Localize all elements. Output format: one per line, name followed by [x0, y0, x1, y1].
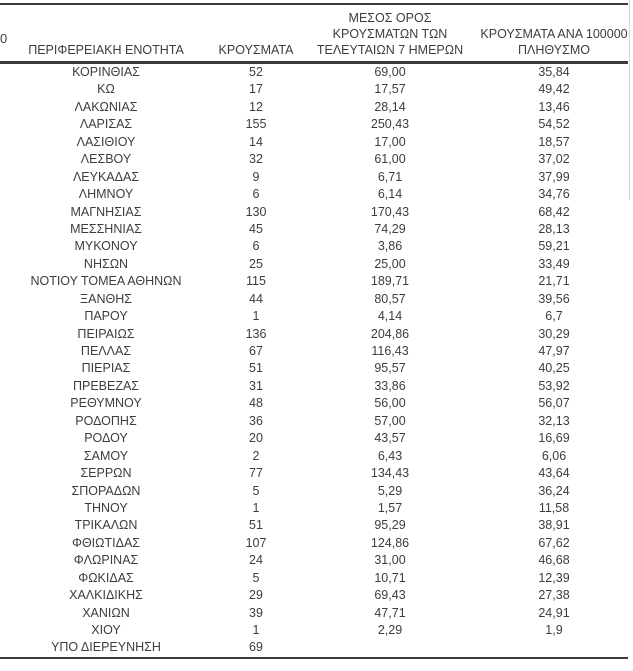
header-label: ΚΡΟΥΣΜΑΤΑ	[218, 43, 294, 57]
region-cell: ΛΗΜΝΟΥ	[78, 187, 134, 202]
stray-clipped-value: 0	[0, 31, 8, 46]
region-cell: ΝΗΣΩΝ	[83, 256, 129, 271]
region-cell: ΦΘΙΩΤΙΔΑΣ	[71, 535, 141, 550]
avg7-cell: 61,00	[374, 152, 406, 167]
region-cell: ΜΕΣΣΗΝΙΑΣ	[70, 221, 142, 236]
region-cell: ΣΠΟΡΑΔΩΝ	[71, 483, 141, 498]
per100k-cell: 6,06	[541, 448, 567, 463]
header-cell-region	[0, 4, 212, 63]
table-body	[0, 63, 628, 658]
region-cell: ΣΕΡΡΩΝ	[80, 466, 132, 481]
header-row	[0, 4, 628, 63]
cases-cell: 12	[249, 99, 263, 114]
table-row	[0, 500, 628, 517]
cases-cell: 45	[249, 221, 263, 236]
avg7-cell: 69,00	[374, 65, 406, 79]
region-cell: ΧΑΛΚΙΔΙΚΗΣ	[69, 588, 143, 603]
header-label-line: ΤΕΛΕΥΤΑΙΩΝ 7 ΗΜΕΡΩΝ	[316, 43, 464, 57]
per100k-cell: 32,13	[538, 413, 570, 428]
header-cell-per100k	[480, 4, 628, 63]
per100k-cell: 54,52	[538, 117, 570, 132]
avg7-cell: 74,29	[374, 221, 406, 236]
cases-cell: 136	[245, 326, 267, 341]
cases-cell: 130	[245, 204, 267, 219]
table-header	[0, 4, 628, 63]
cases-cell: 5	[252, 570, 260, 585]
table-row	[0, 552, 628, 569]
region-cell: ΡΕΘΥΜΝΟΥ	[70, 396, 142, 411]
region-cell: ΠΕΛΛΑΣ	[80, 344, 132, 358]
table-row	[0, 395, 628, 412]
header-label-line: ΜΕΣΟΣ ΟΡΟΣ	[348, 11, 432, 25]
region-cell: ΠΡΕΒΕΖΑΣ	[72, 378, 140, 393]
per100k-cell: 24,91	[538, 605, 570, 620]
avg7-cell: 80,57	[374, 291, 406, 306]
cases-cell: 1	[252, 309, 260, 324]
cases-cell: 36	[249, 413, 263, 428]
region-cell: ΥΠΟ ΔΙΕΡΕΥΝΗΣΗ	[51, 640, 161, 655]
cases-cell: 25	[249, 256, 263, 271]
table-row	[0, 343, 628, 360]
cases-cell: 9	[252, 169, 260, 184]
avg7-cell: 17,57	[374, 82, 406, 97]
table-row	[0, 99, 628, 116]
table-row	[0, 81, 628, 98]
per100k-cell: 43,64	[538, 466, 570, 481]
avg7-cell: 31,00	[374, 553, 406, 568]
per100k-cell: 28,13	[538, 221, 570, 236]
region-cell: ΛΕΥΚΑΔΑΣ	[72, 169, 140, 184]
cases-cell: 67	[249, 344, 263, 358]
table-row	[0, 134, 628, 151]
cases-cell: 155	[245, 117, 267, 132]
table-row	[0, 430, 628, 447]
per100k-cell: 33,49	[538, 256, 570, 271]
avg7-cell: 5,29	[377, 483, 403, 498]
cases-cell: 1	[252, 623, 260, 637]
avg7-cell: 3,86	[377, 239, 403, 254]
table-row	[0, 622, 628, 639]
cases-cell: 48	[249, 396, 263, 411]
table-row	[0, 169, 628, 186]
header-label-line: ΚΡΟΥΣΜΑΤΑ ΑΝΑ 100000	[480, 27, 628, 41]
avg7-cell	[300, 639, 480, 657]
avg7-cell: 189,71	[370, 274, 410, 289]
table-row	[0, 639, 628, 657]
avg7-cell: 124,86	[370, 535, 410, 550]
cases-cell: 24	[249, 553, 263, 568]
table-row	[0, 605, 628, 622]
avg7-cell: 95,57	[374, 361, 406, 376]
per100k-cell: 13,46	[538, 99, 570, 114]
region-cell: ΠΙΕΡΙΑΣ	[81, 361, 131, 376]
per100k-cell: 56,07	[538, 396, 570, 411]
region-cell: ΧΑΝΙΩΝ	[82, 605, 130, 620]
table-row	[0, 570, 628, 587]
per100k-cell: 16,69	[538, 431, 570, 446]
avg7-cell: 33,86	[374, 378, 406, 393]
avg7-cell: 2,29	[377, 623, 403, 637]
cases-cell: 6	[252, 187, 260, 202]
cases-cell: 32	[249, 152, 263, 167]
per100k-cell: 46,68	[538, 553, 570, 568]
region-cell: ΚΩ	[97, 82, 115, 97]
avg7-cell: 6,43	[377, 448, 403, 463]
avg7-cell: 10,71	[374, 570, 406, 585]
avg7-cell: 17,00	[374, 134, 406, 149]
table-row	[0, 413, 628, 430]
per100k-cell: 36,24	[538, 483, 570, 498]
avg7-cell: 95,29	[374, 518, 406, 533]
per100k-cell: 40,25	[538, 361, 570, 376]
region-cell: ΣΑΜΟΥ	[83, 448, 129, 463]
regional-cases-table	[0, 3, 628, 659]
per100k-cell: 1,9	[545, 623, 563, 637]
per100k-cell: 34,76	[538, 187, 570, 202]
table-row	[0, 448, 628, 465]
region-cell: ΛΑΣΙΘΙΟΥ	[76, 134, 136, 149]
table-row	[0, 186, 628, 203]
per100k-cell: 39,56	[538, 291, 570, 306]
table-row	[0, 535, 628, 552]
cases-cell: 1	[252, 500, 260, 515]
region-cell: ΧΙΟΥ	[91, 623, 121, 637]
cases-cell: 44	[249, 291, 263, 306]
cases-cell: 31	[249, 378, 263, 393]
avg7-cell: 56,00	[374, 396, 406, 411]
region-cell: ΡΟΔΟΠΗΣ	[75, 413, 137, 428]
table-row	[0, 221, 628, 238]
avg7-cell: 25,00	[374, 256, 406, 271]
per100k-cell: 68,42	[538, 204, 570, 219]
cases-cell: 14	[249, 134, 263, 149]
table-row	[0, 238, 628, 255]
table-row	[0, 151, 628, 168]
per100k-cell: 6,7	[545, 309, 563, 324]
region-cell: ΚΟΡΙΝΘΙΑΣ	[72, 65, 140, 79]
cases-cell: 69	[249, 640, 263, 655]
header-label-line: ΚΡΟΥΣΜΑΤΩΝ ΤΩΝ	[332, 27, 448, 41]
table-row	[0, 378, 628, 395]
cases-cell: 6	[252, 239, 260, 254]
cases-cell: 51	[249, 518, 263, 533]
per100k-cell: 37,99	[538, 169, 570, 184]
region-cell: ΠΑΡΟΥ	[84, 309, 128, 324]
per100k-cell: 12,39	[538, 570, 570, 585]
avg7-cell: 170,43	[370, 204, 410, 219]
header-label: ΠΕΡΙΦΕΡΕΙΑΚΗ ΕΝΟΤΗΤΑ	[28, 43, 184, 57]
region-cell: ΜΥΚΟΝΟΥ	[74, 239, 138, 254]
cases-cell: 5	[252, 483, 260, 498]
region-cell: ΝΟΤΙΟΥ ΤΟΜΕΑ ΑΘΗΝΩΝ	[30, 274, 182, 289]
table-row	[0, 256, 628, 273]
per100k-cell: 35,84	[538, 65, 570, 79]
table-row	[0, 273, 628, 290]
table-row	[0, 326, 628, 343]
per100k-cell: 47,97	[538, 344, 570, 358]
cases-cell: 29	[249, 588, 263, 603]
region-cell: ΦΛΩΡΙΝΑΣ	[73, 553, 139, 568]
avg7-cell: 4,14	[377, 309, 403, 324]
region-cell: ΛΑΡΙΣΑΣ	[79, 117, 133, 132]
per100k-cell: 53,92	[538, 378, 570, 393]
per100k-cell: 11,58	[538, 500, 570, 515]
cases-cell: 39	[249, 605, 263, 620]
avg7-cell: 43,57	[374, 431, 406, 446]
avg7-cell: 1,57	[377, 500, 403, 515]
region-cell: ΤΡΙΚΑΛΩΝ	[74, 518, 138, 533]
avg7-cell: 134,43	[370, 466, 410, 481]
header-cell-cases	[212, 4, 300, 63]
per100k-cell	[480, 639, 628, 657]
cases-cell: 17	[249, 82, 263, 97]
table-row	[0, 360, 628, 377]
cases-cell: 2	[252, 448, 260, 463]
table-row	[0, 587, 628, 604]
avg7-cell: 57,00	[374, 413, 406, 428]
header-label-line: ΠΛΗΘΥΣΜΟ	[518, 43, 590, 57]
table-row	[0, 483, 628, 500]
cases-cell: 115	[246, 274, 266, 289]
header-cell-avg7	[300, 4, 480, 63]
cases-cell: 77	[249, 466, 263, 481]
cases-cell: 52	[249, 65, 263, 79]
region-cell: ΞΑΝΘΗΣ	[80, 291, 132, 306]
per100k-cell: 27,38	[538, 588, 570, 603]
table-row	[0, 291, 628, 308]
avg7-cell: 28,14	[374, 99, 406, 114]
per100k-cell: 67,62	[538, 535, 570, 550]
avg7-cell: 69,43	[374, 588, 406, 603]
avg7-cell: 6,71	[377, 169, 403, 184]
per100k-cell: 59,21	[538, 239, 570, 254]
page-edge-line	[629, 0, 630, 200]
avg7-cell: 6,14	[377, 187, 403, 202]
avg7-cell: 47,71	[374, 605, 406, 620]
table-row	[0, 204, 628, 221]
table-row	[0, 116, 628, 133]
cases-cell: 20	[249, 431, 263, 446]
region-cell: ΤΗΝΟΥ	[84, 500, 128, 515]
table-row	[0, 308, 628, 325]
cases-cell: 107	[245, 535, 267, 550]
region-cell: ΛΑΚΩΝΙΑΣ	[74, 99, 138, 114]
cases-cell: 51	[249, 361, 263, 376]
per100k-cell: 30,29	[538, 326, 570, 341]
table-row	[0, 465, 628, 482]
region-cell: ΛΕΣΒΟΥ	[80, 152, 132, 167]
region-cell: ΜΑΓΝΗΣΙΑΣ	[70, 204, 142, 219]
per100k-cell: 49,42	[538, 82, 570, 97]
table-row	[0, 63, 628, 82]
table-row	[0, 517, 628, 534]
avg7-cell: 204,86	[370, 326, 410, 341]
region-cell: ΦΩΚΙΔΑΣ	[78, 570, 134, 585]
per100k-cell: 38,91	[538, 518, 570, 533]
per100k-cell: 37,02	[538, 152, 570, 167]
region-cell: ΡΟΔΟΥ	[84, 431, 128, 446]
region-cell: ΠΕΙΡΑΙΩΣ	[77, 326, 135, 341]
per100k-cell: 21,71	[538, 274, 570, 289]
avg7-cell: 250,43	[370, 117, 410, 132]
avg7-cell: 116,43	[371, 344, 409, 358]
per100k-cell: 18,57	[538, 134, 570, 149]
